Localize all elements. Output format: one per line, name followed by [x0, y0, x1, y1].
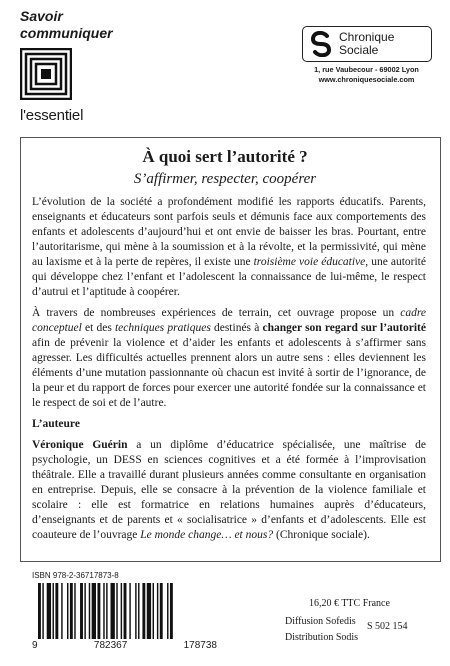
barcode — [32, 583, 217, 639]
barcode-bar — [70, 583, 73, 639]
book-subtitle: S’affirmer, respecter, coopérer — [133, 171, 317, 187]
description-paragraph-1 — [32, 195, 426, 300]
barcode-bar — [170, 583, 173, 639]
p2-text-c: destinés à — [210, 322, 263, 334]
publisher-name-line1: Chronique — [339, 30, 395, 44]
publisher-address: 1, rue Vaubecour - 69002 Lyon — [314, 65, 419, 74]
p1-text-a: L’évolution de la société a profondément modifié les rapports éducatifs. Parents, enseignants et éducateurs sont parfois seuls et démunis face aux comportements des enfants et adolescents d’aujourd’hui et ont envie de baisser les bras. Pourtant, entre l’autoritarisme, qui mène à la soumission et à la révolte, et la permissivité, qui mène au laxisme et à la perte de repères, il existe une — [32, 196, 426, 268]
barcode-bar — [111, 583, 115, 639]
author-italic: Le monde change… et nous? — [140, 529, 274, 541]
barcode-bar — [106, 583, 107, 639]
barcode-bar — [157, 583, 158, 639]
description — [32, 195, 426, 543]
barcode-bar — [116, 583, 117, 639]
barcode-bar — [47, 583, 51, 639]
publisher-website: www.chroniquesociale.com — [318, 75, 415, 84]
publisher-address-block — [299, 65, 434, 85]
author-name: Véronique Guérin — [32, 439, 128, 451]
barcode-bar — [103, 583, 104, 639]
author-paragraph — [32, 438, 426, 543]
p1-text-b: , une autorité qui développe chez l’enfant et l’adolescent la connaissance de lui-même, le respect d’autrui et l’aptitude à coopérer. — [32, 256, 426, 298]
barcode-bar — [80, 583, 83, 639]
barcode-bar — [121, 583, 122, 639]
p2-text-d: afin de prévenir la violence et d’aider les enfants et adolescents à s’affirmer sans agresser. Les difficultés actuelles prennent alors un autre sens : elles deviennent les éléments d’une mutation passionnante où chacun est invité à sortir de l’ignorance, de la peur et du rapport de forces pour exercer une autorité fondée sur la connaissance et le respect de soi et de l’autre. — [32, 337, 426, 409]
barcode-bar — [160, 583, 163, 639]
chronique-sociale-logo-icon — [309, 31, 333, 57]
barcode-bar — [61, 583, 62, 639]
price: 16,20 € TTC France — [309, 598, 390, 609]
barcode-bar — [84, 583, 85, 639]
barcode-digit-group-1: 782367 — [93, 640, 128, 651]
barcode-bar — [38, 583, 41, 639]
barcode-bar — [42, 583, 43, 639]
barcode-bar — [74, 583, 75, 639]
barcode-digits — [32, 640, 217, 651]
p2-text-b: et des — [81, 322, 115, 334]
publisher-name — [339, 31, 394, 57]
series-title-line1: Savoir — [20, 8, 63, 24]
concentric-squares-icon — [20, 48, 72, 100]
distribution-label: Distribution Sodis — [285, 632, 359, 643]
description-paragraph-2 — [32, 306, 426, 411]
series-name: l'essentiel — [20, 107, 84, 124]
barcode-bar — [97, 583, 100, 639]
barcode-bar — [55, 583, 58, 639]
isbn-label: ISBN 978-2-36717873-8 — [32, 571, 119, 580]
series-title-line2: communiquer — [20, 25, 113, 41]
author-heading: L’auteure — [32, 418, 80, 430]
product-code: S 502 154 — [367, 621, 408, 632]
author-text-a: a un diplôme d’éducatrice spécialisée, une maîtrise de psychologie, un DESS en sciences cognitives et a été formée à l’improvisation théâtrale. Elle a travaillé durant plusieurs années comme consultante en organisation en entreprise. Depuis, elle se consacre à la prévention de la violence familiale et scolaire : elle est formatrice en relations humaines auprès d’éducateurs, d’enseignants et de parents et « socialisatrice » d’enfants et d’adolescents. Elle est coauteure de l’ouvrage — [32, 439, 426, 541]
p2-bold: changer son regard sur l’autorité — [262, 322, 426, 334]
barcode-bar — [153, 583, 154, 639]
barcode-bar — [89, 583, 90, 639]
distribution-block — [285, 614, 358, 646]
barcode-bar — [92, 583, 96, 639]
p1-italic: troisième voie éducative — [253, 256, 366, 268]
barcode-bar — [142, 583, 145, 639]
barcode-bar — [124, 583, 127, 639]
publisher-name-line2: Sociale — [339, 43, 379, 57]
book-title: À quoi sert l’autorité ? — [142, 147, 308, 166]
barcode-bar — [129, 583, 130, 639]
diffusion-label: Diffusion Sofedis — [285, 616, 356, 627]
barcode-bar — [53, 583, 54, 639]
series-title — [20, 8, 130, 42]
p2-italic-1: cadre conceptuel — [32, 307, 426, 334]
barcode-bar — [135, 583, 136, 639]
p2-italic-2: techniques pratiques — [114, 322, 211, 334]
series-block — [20, 8, 130, 124]
barcode-digit-group-2: 178738 — [183, 640, 217, 651]
barcode-bar — [147, 583, 151, 639]
author-text-b: (Chronique sociale). — [273, 529, 370, 541]
publisher-box — [302, 26, 432, 62]
barcode-digit-prefix: 9 — [32, 640, 38, 651]
barcode-bar — [138, 583, 139, 639]
barcode-bar — [67, 583, 68, 639]
p2-text-a: À travers de nombreuses expériences de terrain, cet ouvrage propose un — [32, 307, 401, 319]
barcode-bar — [167, 583, 168, 639]
